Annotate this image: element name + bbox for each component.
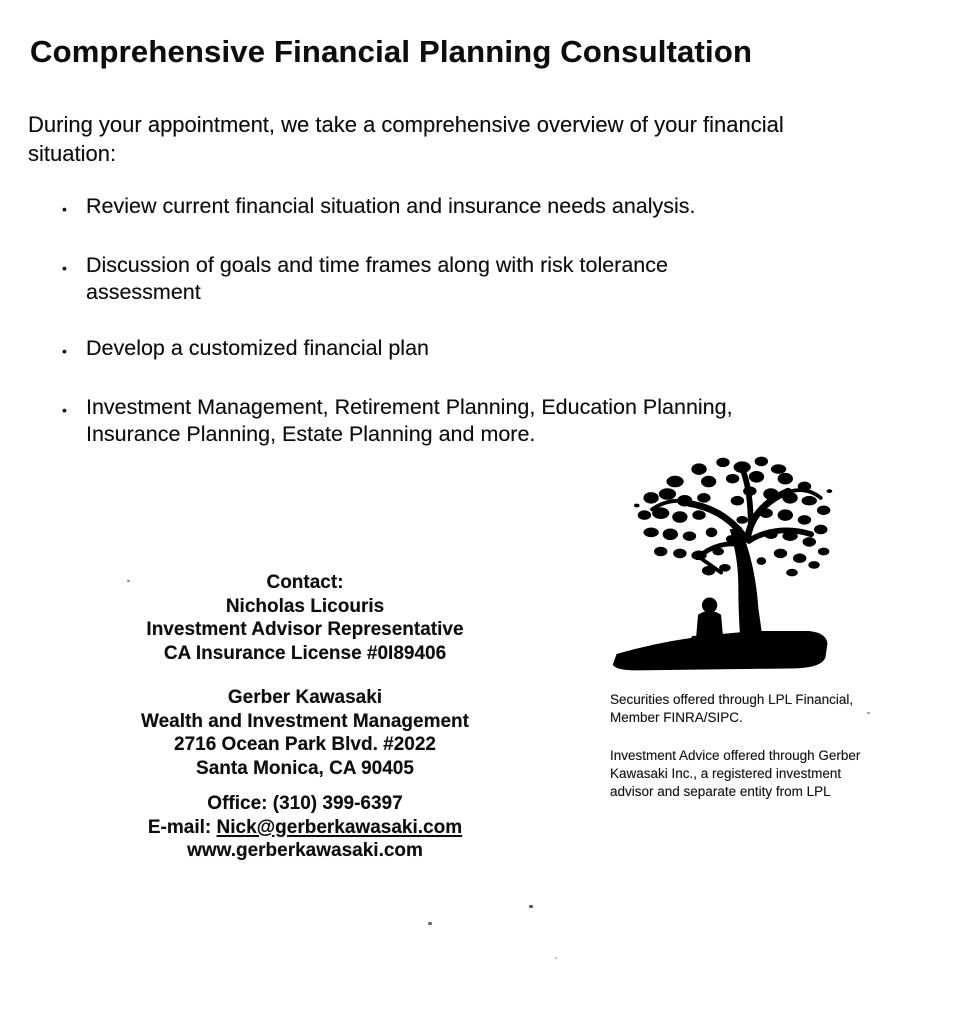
disclaimer-line: Securities offered through LPL Financial, [610, 692, 854, 707]
list-item-text [86, 394, 733, 448]
bullet-icon: • [62, 402, 67, 418]
list-item [62, 335, 842, 365]
scan-speck [127, 580, 130, 582]
page-title: Comprehensive Financial Planning Consultation [30, 33, 753, 69]
list-item-line: Review current financial situation and insurance needs analysis. [86, 194, 696, 218]
list-item-text [86, 252, 668, 306]
scan-speck [428, 922, 432, 925]
scan-speck [867, 712, 870, 714]
email-address: Nick@gerberkawasaki.com [216, 816, 463, 838]
list-item-text [86, 335, 429, 365]
disclaimer-line: advisor and separate entity from LPL [610, 784, 831, 799]
contact-license: CA Insurance License #0I89406 [163, 642, 447, 664]
scan-speck [529, 905, 533, 908]
list-item-line: Investment Management, Retirement Planning, Education Planning, [86, 395, 733, 419]
email-label: E-mail: [147, 816, 217, 838]
list-item [62, 252, 842, 306]
address-line: Santa Monica, CA 90405 [196, 757, 414, 779]
intro-line: situation: [28, 141, 117, 166]
office-phone: Office: (310) 399-6397 [207, 793, 403, 814]
bullet-icon: • [62, 260, 67, 276]
contact-company-group [105, 686, 505, 780]
email-line [105, 816, 505, 840]
company-tagline: Wealth and Investment Management [141, 710, 469, 732]
list-item-line: Discussion of goals and time frames along with risk tolerance [86, 253, 668, 277]
disclaimer-paragraph [610, 747, 910, 801]
intro-paragraph [28, 110, 784, 168]
contact-name: Nicholas Licouris [225, 595, 385, 617]
disclaimer-line: Investment Advice offered through Gerber [610, 748, 861, 763]
list-item [62, 193, 842, 223]
address-line: 2716 Ocean Park Blvd. #2022 [174, 734, 436, 755]
list-item-line: Insurance Planning, Estate Planning and more. [86, 422, 536, 446]
list-item-text [86, 193, 696, 223]
disclaimer-block [610, 691, 910, 801]
tree-illustration [606, 448, 840, 678]
person-under-tree-icon [606, 448, 840, 678]
intro-line: During your appointment, we take a comprehensive overview of your financial [28, 112, 784, 137]
service-bullet-list [62, 193, 842, 477]
contact-reach-group [105, 792, 505, 863]
scan-speck [555, 957, 557, 959]
list-item [62, 394, 842, 448]
contact-role: Investment Advisor Representative [146, 619, 464, 640]
bullet-icon: • [62, 201, 67, 217]
contact-heading: Contact: [266, 572, 344, 593]
website-url: www.gerberkawasaki.com [187, 840, 423, 861]
contact-person-group [105, 571, 505, 665]
contact-block [105, 571, 505, 863]
list-item-line: assessment [86, 280, 201, 304]
disclaimer-line: Kawasaki Inc., a registered investment [610, 766, 842, 781]
bullet-icon: • [62, 343, 67, 359]
company-name: Gerber Kawasaki [227, 687, 383, 708]
disclaimer-paragraph [610, 691, 910, 727]
list-item-line: Develop a customized financial plan [86, 336, 430, 360]
disclaimer-line: Member FINRA/SIPC. [610, 710, 743, 725]
